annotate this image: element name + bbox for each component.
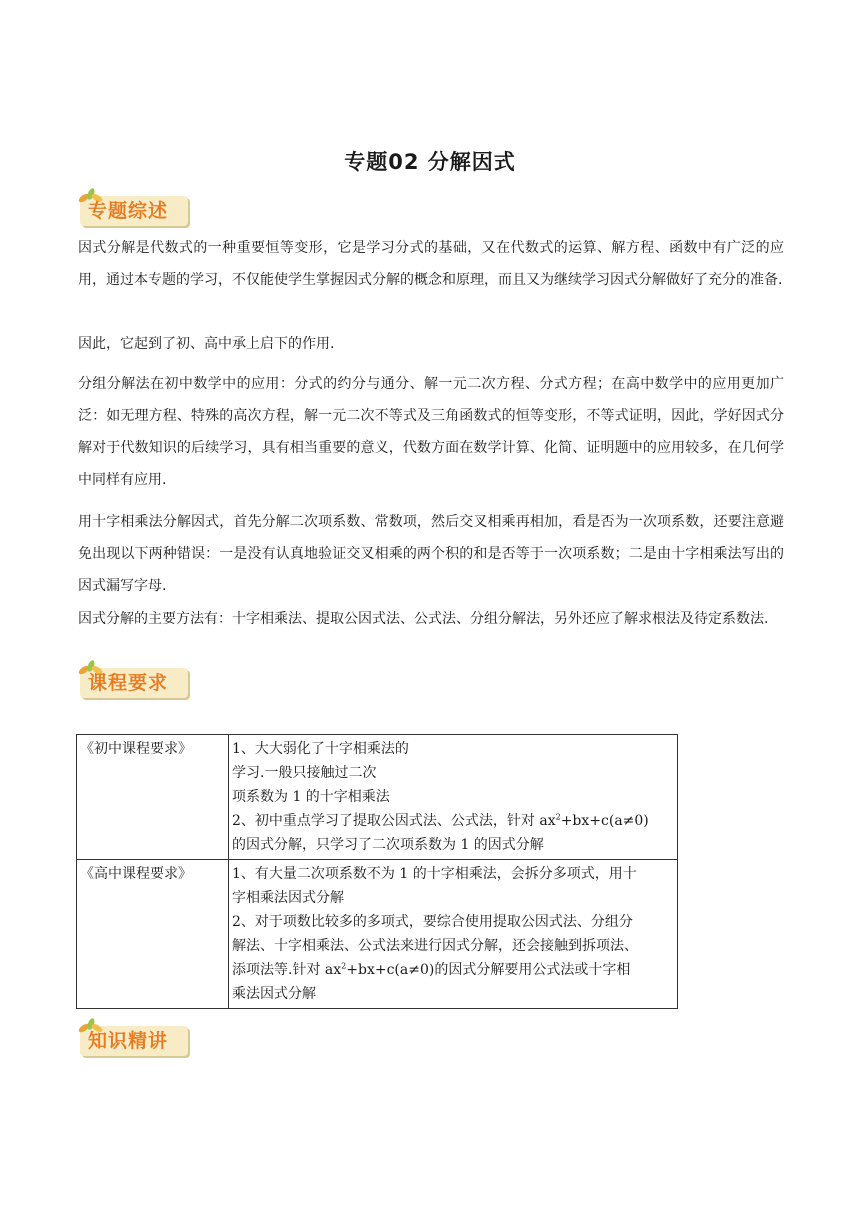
- section-badge-knowledge: [76, 1016, 192, 1056]
- cell-line: 项系数为 1 的十字相乘法: [232, 789, 390, 805]
- cell-line: 学习.一般只接触过二次: [232, 765, 377, 781]
- overview-paragraph-2: 因此，它起到了初、高中承上启下的作用.: [78, 336, 335, 352]
- cell-line: 1、大大弱化了十字相乘法的: [232, 741, 409, 757]
- section-badge-overview: [76, 186, 192, 226]
- overview-paragraph-3: 分组分解法在初中数学中的应用：分式的约分与通分、解一元二次方程、分式方程；在高中数学中的应用更加广泛：如无理方程、特殊的高次方程，解一元二次不等式及三角函数式的恒等变形，不等式证明，因此，学好因式分解对于代数知识的后续学习，具有相当重要的意义，代数方面在数学计算、化简、证明题中的应用较多，在几何学中同样有应用.: [78, 376, 784, 488]
- overview-paragraph-4: 用十字相乘法分解因式，首先分解二次项系数、常数项，然后交叉相乘再相加，看是否为一次项系数，还要注意避免出现以下两种错误：一是没有认真地验证交叉相乘的两个积的和是否等于一次项系数；二是由十字相乘法写出的因式漏写字母.: [78, 514, 784, 594]
- cell-line: 2、初中重点学习了提取公因式法、公式法，针对 $ax^2+bx+c(a\ne 0)$: [232, 812, 649, 829]
- section-title-knowledge: 知识精讲: [88, 1030, 169, 1052]
- requirements-table: [76, 734, 678, 1009]
- cell-line: 添项法等.针对 $ax^2+bx+c(a\ne 0)$的因式分解要用公式法或十字相: [232, 961, 631, 978]
- cell-line: 乘法因式分解: [232, 986, 316, 1002]
- cell-line: 解法、十字相乘法、公式法来进行因式分解，还会接触到拆项法、: [232, 938, 638, 954]
- cell-line: 的因式分解，只学习了二次项系数为 1 的因式分解: [232, 837, 544, 853]
- section-title-requirements: 课程要求: [88, 672, 169, 694]
- table-cell-content: [229, 860, 678, 1009]
- overview-paragraph-5: 因式分解的主要方法有：十字相乘法、提取公因式法、公式法、分组分解法，另外还应了解求根法及待定系数法.: [78, 611, 769, 627]
- page-title: 专题02 分解因式: [344, 150, 516, 174]
- table-row: [77, 735, 678, 860]
- table-row-header: 《初中课程要求》: [77, 735, 229, 860]
- cell-line: 2、对于项数比较多的多项式，要综合使用提取公因式法、分组分: [232, 914, 633, 930]
- table-row-header: 《高中课程要求》: [77, 860, 229, 1009]
- table-cell-content: [229, 735, 678, 860]
- overview-paragraph-1: 因式分解是代数式的一种重要恒等变形，它是学习分式的基础，又在代数式的运算、解方程、函数中有广泛的应用，通过本专题的学习，不仅能使学生掌握因式分解的概念和原理，而且又为继续学习因式分解做好了充分的准备.: [78, 240, 784, 288]
- cell-line: 1、有大量二次项系数不为 1 的十字相乘法，会拆分多项式，用十: [232, 866, 637, 882]
- section-badge-requirements: [76, 658, 192, 698]
- section-title-overview: 专题综述: [88, 200, 169, 222]
- table-row: [77, 860, 678, 1009]
- cell-line: 字相乘法因式分解: [232, 890, 344, 906]
